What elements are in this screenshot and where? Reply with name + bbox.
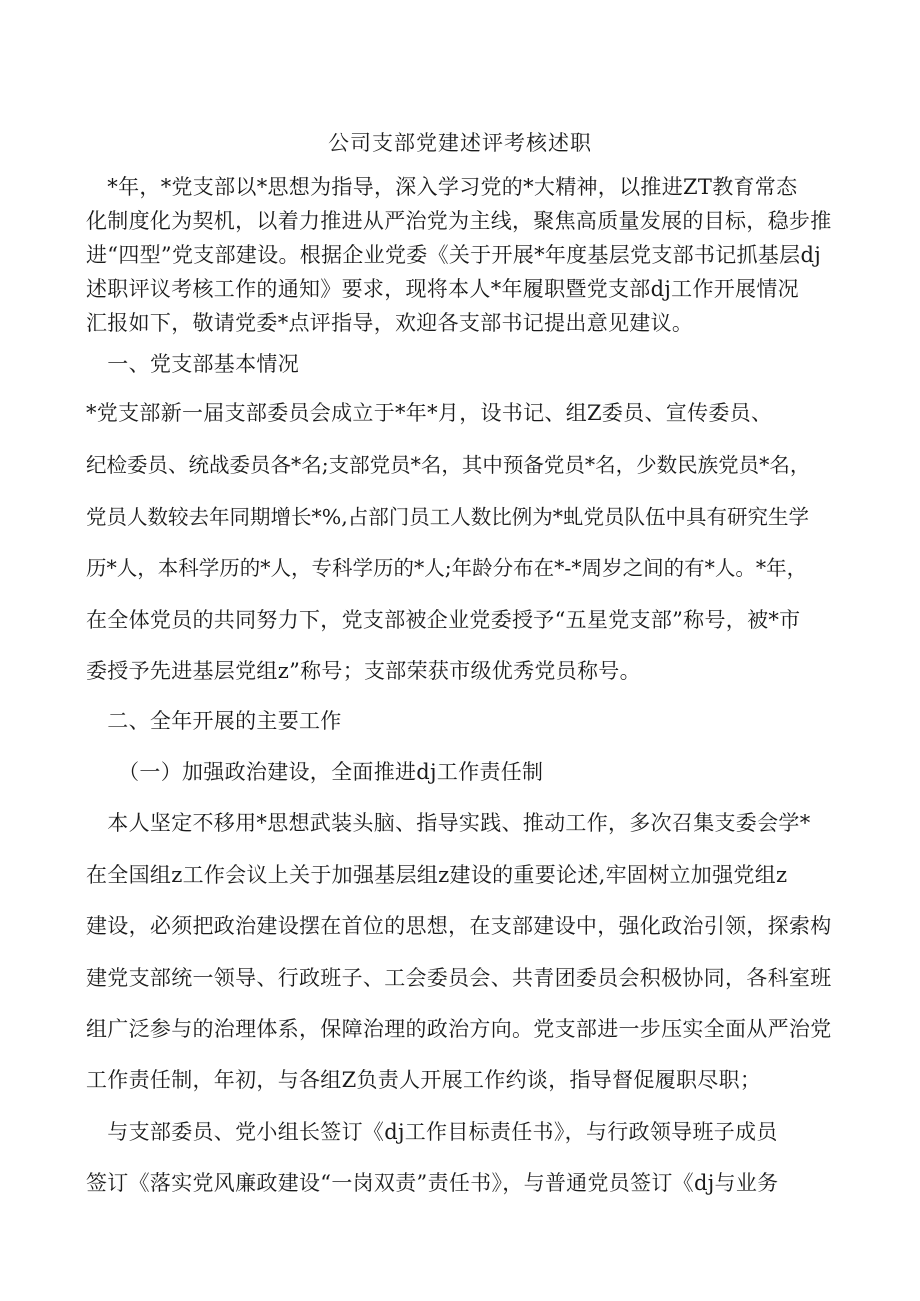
- paragraph-line: *党支部新一届支部委员会成立于*年*月，设书记、组Z委员、宣传委员、: [86, 401, 773, 425]
- paragraph-line: 在全国组z工作会议上关于加强基层组z建设的重要论述,牢固树立加强党组z: [86, 863, 788, 887]
- subsection-heading: （一）加强政治建设，全面推进dj工作责任制: [86, 760, 544, 784]
- paragraph-line: 在全体党员的共同努力下，党支部被企业党委授予“五星党支部”称号，被*市: [86, 608, 801, 632]
- section-heading: 二、全年开展的主要工作: [86, 709, 342, 733]
- paragraph-line: 党员人数较去年同期增长*%,占部门员工人数比例为*虬党员队伍中具有研究生学: [86, 505, 809, 529]
- paragraph-line: *年，*党支部以*思想为指导，深入学习党的*大精神，以推进ZT教育常态: [86, 175, 798, 199]
- document-title: 公司支部党建述评考核述职: [328, 131, 592, 155]
- paragraph-line: 建党支部统一领导、行政班子、工会委员会、共青团委员会积极协同，各科室班: [86, 966, 832, 990]
- paragraph-line: 工作责任制，年初，与各组Z负责人开展工作约谈，指导督促履职尽职；: [86, 1068, 762, 1092]
- paragraph-line: 组广泛参与的治理体系，保障治理的政治方向。党支部进一步压实全面从严治党: [86, 1017, 832, 1041]
- paragraph-line: 历*人，本科学历的*人，专科学历的*人;年龄分布在*-*周岁之间的有*人。*年，: [86, 556, 808, 580]
- section-heading: 一、党支部基本情况: [86, 352, 299, 376]
- paragraph-line: 汇报如下，敬请党委*点评指导，欢迎各支部书记提出意见建议。: [86, 311, 694, 335]
- paragraph-line: 纪检委员、统战委员各*名;支部党员*名，其中预备党员*名，少数民族党员*名，: [86, 453, 811, 477]
- paragraph-line: 建设，必须把政治建设摆在首位的思想，在支部建设中，强化政治引领，探索构: [86, 914, 832, 938]
- paragraph-line: 进“四型”党支部建设。根据企业党委《关于开展*年度基层党支部书记抓基层dj: [86, 243, 822, 267]
- paragraph-line: 委授予先进基层党组z”称号；支部荣获市级优秀党员称号。: [86, 659, 641, 683]
- paragraph-line: 本人坚定不移用*思想武装头脑、指导实践、推动工作，多次召集支委会学*: [86, 811, 811, 835]
- paragraph-line: 与支部委员、党小组长签订《dj工作目标责任书》，与行政领导班子成员: [86, 1120, 778, 1144]
- paragraph-line: 述职评议考核工作的通知》要求，现将本人*年履职暨党支部dj工作开展情况: [86, 277, 799, 301]
- paragraph-line: 化制度化为契机，以着力推进从严治党为主线，聚焦高质量发展的目标，稳步推: [86, 209, 832, 233]
- paragraph-line: 签订《落实党风廉政建设“一岗双责”责任书》，与普通党员签订《dj与业务: [86, 1171, 779, 1195]
